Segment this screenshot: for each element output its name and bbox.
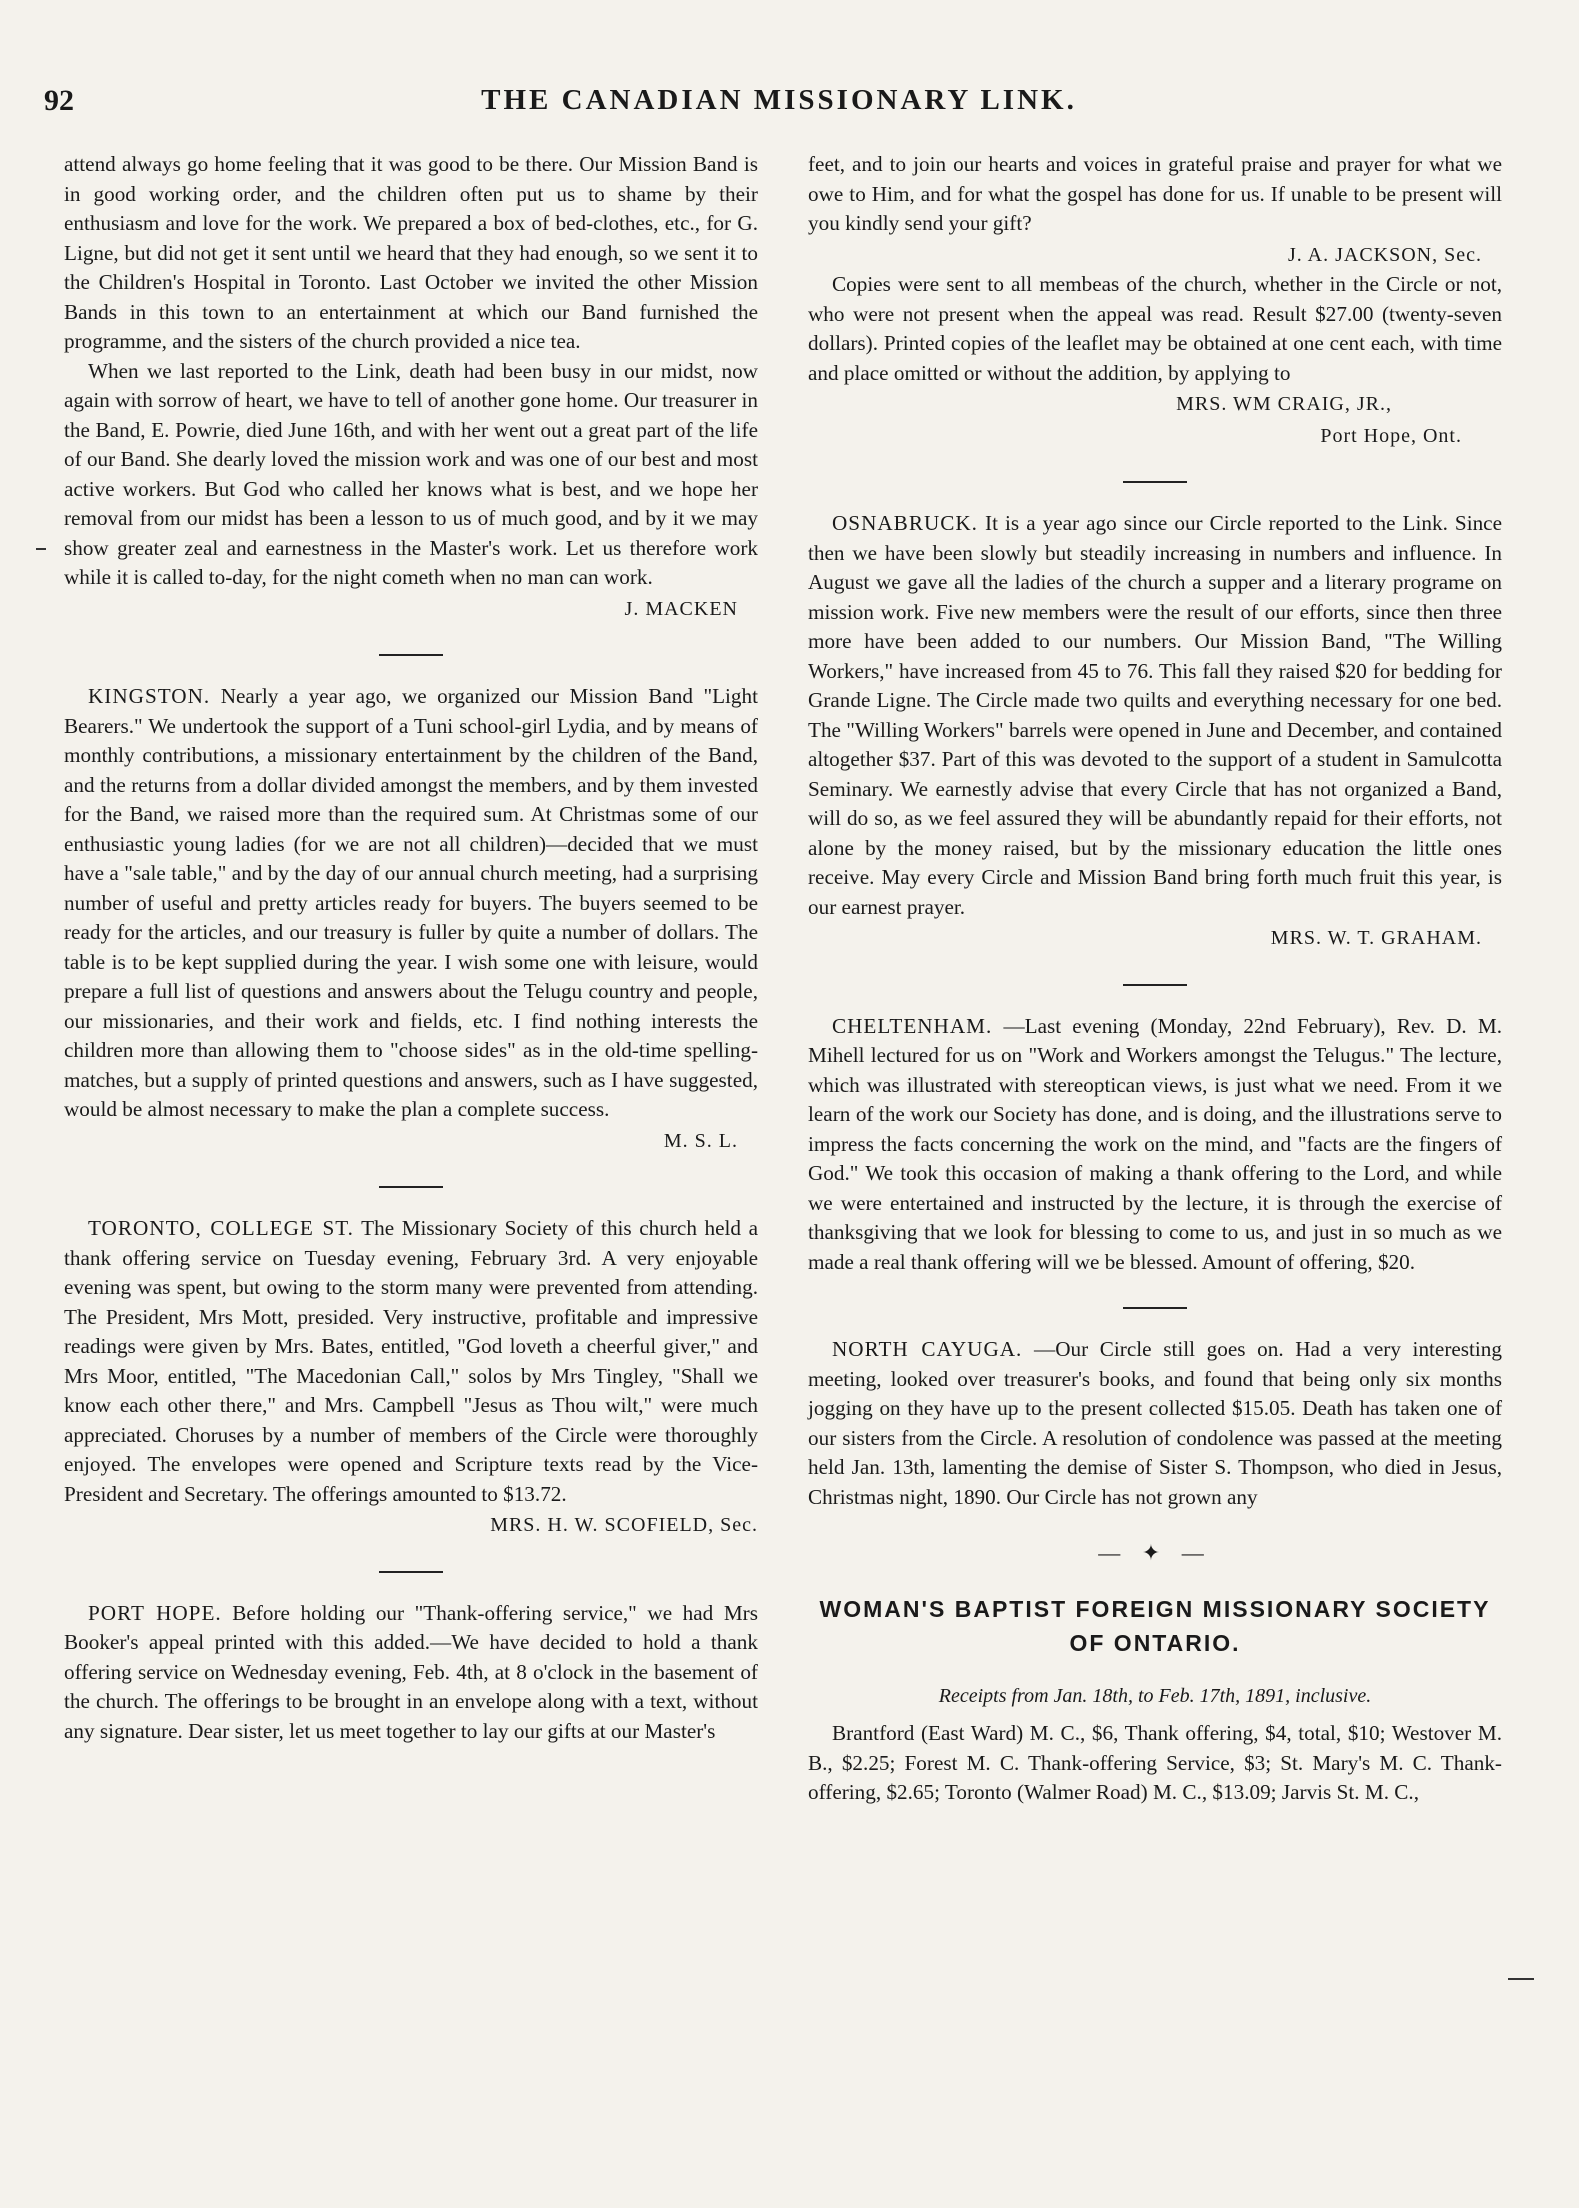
place-name: OSNABRUCK. xyxy=(832,511,978,535)
paragraph: feet, and to join our hearts and voices in grateful praise and prayer for what we owe to Him, and for what the gospel has done for us. If unable to be present will you kindly send your gift? xyxy=(808,152,1502,235)
signature: J. A. JACKSON, Sec. xyxy=(1287,243,1482,266)
article-text: —Our Circle still goes on. Had a very interesting meeting, looked over treasurer's books, and found that being only six months jogging on they have up to the present collected $15.05. Death has taken one of our sisters from the Circle. A resolution of condolence was passed at the meeting held Jan. 13th, lamenting the demise of Sister S. Thompson, who died in Jesus, Christmas night, 1890. Our Circle has not grown any xyxy=(808,1337,1502,1509)
article-text: —Last evening (Monday, 22nd February), Rev. D. M. Mihell lectured for us on "Work and Workers amongst the Telugus." The lecture, which was illustrated with stereoptican views, is just what we need. From it we learn of the work our Society has done, and is doing, and the illustrations serve to impress the facts concerning the work on the mind, and "facts are the fingers of God." We took this occasion of making a thank offering to the Lord, and while we were entertained and instructed by the lecture, it is through the exercise of thanksgiving that we look for blessing to come to us, and just in so much as we made a real thank offering will we be blessed. Amount of offering, $20. xyxy=(808,1013,1502,1274)
running-title: THE CANADIAN MISSIONARY LINK. xyxy=(481,84,1077,116)
right-column xyxy=(808,150,1502,1808)
page-header xyxy=(44,84,1514,124)
left-column xyxy=(64,150,758,1746)
article-port-hope xyxy=(64,1599,758,1747)
article-text: Before holding our "Thank-offering service," we had Mrs Booker's appeal printed with this added.—We have decided to hold a thank offering service on Wednesday evening, Feb. 4th, at 8 o'clock in the basement of the church. The offerings to be brought in an envelope along with a text, without any signature. Dear sister, let us meet together to lay our gifts at our Master's xyxy=(64,1600,758,1743)
ornament-divider: — ✦ — xyxy=(1098,1540,1212,1565)
article-kingston xyxy=(64,682,758,1156)
section-title: WOMAN'S BAPTIST FOREIGN MISSIONARY SOCIETY OF ONTARIO. xyxy=(819,1595,1491,1656)
article-osnabruck xyxy=(808,509,1502,954)
signature: M. S. L. xyxy=(663,1129,738,1152)
place-name: KINGSTON. xyxy=(88,684,211,708)
article-port-hope-continued xyxy=(808,150,1502,451)
place-name: PORT HOPE. xyxy=(88,1600,222,1625)
paragraph: attend always go home feeling that it was good to be there. Our Mission Band is in good working order, and the children often put us to shame by their enthusiasm and love for the work. We prepared a box of bed-clothes, etc., for G. Ligne, but did not get it sent until we heard that they had enough, so we sent it to the Children's Hospital in Toronto. Last October we invited the other Mission Bands in this town to an entertainment at which our Band furnished the programme, and the sisters of the church provided a nice tea. xyxy=(64,152,758,353)
place-name: NORTH CAYUGA. xyxy=(832,1337,1023,1361)
article-toronto xyxy=(64,1214,758,1541)
paragraph: When we last reported to the Link, death had been busy in our midst, now again with sorrow of heart, we have to tell of another gone home. Our treasurer in the Band, E. Powrie, died June 16th, and with her went out a great part of the life of our Band. She dearly loved the mission work and was one of our best and most active workers. But God who called her knows what is best, and we hope her removal from our midst has been a lesson to us of much good, and by it we may show greater zeal and earnestness in the Master's work. Let us therefore work while it is called to-day, for the night cometh when no man can work. xyxy=(64,358,758,589)
signature: MRS. W. T. GRAHAM. xyxy=(1270,927,1482,949)
paragraph: Copies were sent to all membeas of the church, whether in the Circle or not, who were not present when the appeal was read. Result $27.00 (twenty-seven dollars). Printed copies of the leaflet may be obtained at one cent each, with time and place omitted or without the addition, by applying to xyxy=(808,272,1502,385)
article-continued xyxy=(64,150,758,624)
margin-mark xyxy=(1508,1978,1534,1980)
receipts-text: Brantford (East Ward) M. C., $6, Thank offering, $4, total, $10; Westover M. B., $2.25; Forest M. C. Thank-offering Service, $3; St. Mary's M. C. Thank-offering, $2.65; Toronto (Walmer Road) M. C., $13.09; Jarvis St. M. C., xyxy=(808,1721,1502,1804)
margin-mark xyxy=(36,548,46,550)
divider xyxy=(379,1186,443,1188)
divider xyxy=(1123,1307,1187,1309)
place-name: TORONTO, COLLEGE ST. xyxy=(88,1216,354,1240)
signature-place: Port Hope, Ont. xyxy=(1320,424,1462,447)
divider xyxy=(379,1571,443,1573)
divider xyxy=(1123,481,1187,483)
page-number: 92 xyxy=(44,84,74,117)
divider xyxy=(1123,984,1187,986)
divider xyxy=(379,654,443,656)
article-cheltenham xyxy=(808,1012,1502,1278)
signature: MRS. H. W. SCOFIELD, Sec. xyxy=(490,1514,758,1536)
signature: J. MACKEN xyxy=(624,597,738,620)
signature: MRS. WM CRAIG, JR., xyxy=(1176,393,1392,415)
article-text: It is a year ago since our Circle reported to the Link. Since then we have been slowly but steadily increasing in numbers and influence. In August we gave all the ladies of the church a supper and a literary programe on mission work. Five new members were the result of our efforts, since then three more have been added to our numbers. Our Mission Band, "The Willing Workers," have increased from 45 to 76. This fall they raised $20 for bedding for Grande Ligne. The Circle made two quilts and everything necessary for one bed. The "Willing Workers" barrels were opened in June and December, and contained altogether $37. Part of this was devoted to the support of a student in Samulcotta Seminary. We earnestly advise that every Circle that has not organized a Band, will do so, as we feel assured they will be abundantly repaid for their efforts, not alone by the money raised, but by the missionary education the little ones receive. May every Circle and Mission Band bring forth much fruit this year, is our earnest prayer. xyxy=(808,511,1502,919)
article-north-cayuga xyxy=(808,1335,1502,1512)
article-text: Nearly a year ago, we organized our Mission Band "Light Bearers." We undertook the support of a Tuni school-girl Lydia, and by means of monthly contributions, a missionary entertainment by the children of the Band, and the returns from a dollar divided amongst the members, and by them invested for the Band, we raised more than the required sum. At Christmas some of our enthusiastic young ladies (for we are not all children)—decided that we must have a "sale table," and by the day of our annual church meeting, had a surprising number of useful and pretty articles ready for buyers. The buyers seemed to be ready for the articles, and our treasury is fuller by quite a number of dollars. The table is to be kept supplied during the year. I wish some one with leisure, would prepare a full list of questions and answers about the Telugu country and people, our missionaries, and their work and fields, etc. I find nothing interests the children more than allowing them to "choose sides" as in the old-time spelling-matches, but a supply of printed questions and answers, such as I have suggested, would be almost necessary to make the plan a complete success. xyxy=(64,684,759,1121)
receipts-heading: Receipts from Jan. 18th, to Feb. 17th, 1891, inclusive. xyxy=(938,1684,1372,1707)
article-text: The Missionary Society of this church held a thank offering service on Tuesday evening, February 3rd. A very enjoyable evening was spent, but owing to the storm many were prevented from attending. The President, Mrs Mott, presided. Very instructive, profitable and impressive readings were given by Mrs. Bates, entitled, "God loveth a cheerful giver," and Mrs Moor, entitled, "The Macedonian Call," solos by Mrs Tingley, "Shall we know each other there," and Mrs. Campbell "Jesus as Thou wilt," were much appreciated. Choruses by a number of members of the Circle were thoroughly enjoyed. The envelopes were opened and Scripture texts read by the Vice-President and Secretary. The offerings amounted to $13.72. xyxy=(64,1216,759,1506)
place-name: CHELTENHAM. xyxy=(832,1013,993,1038)
